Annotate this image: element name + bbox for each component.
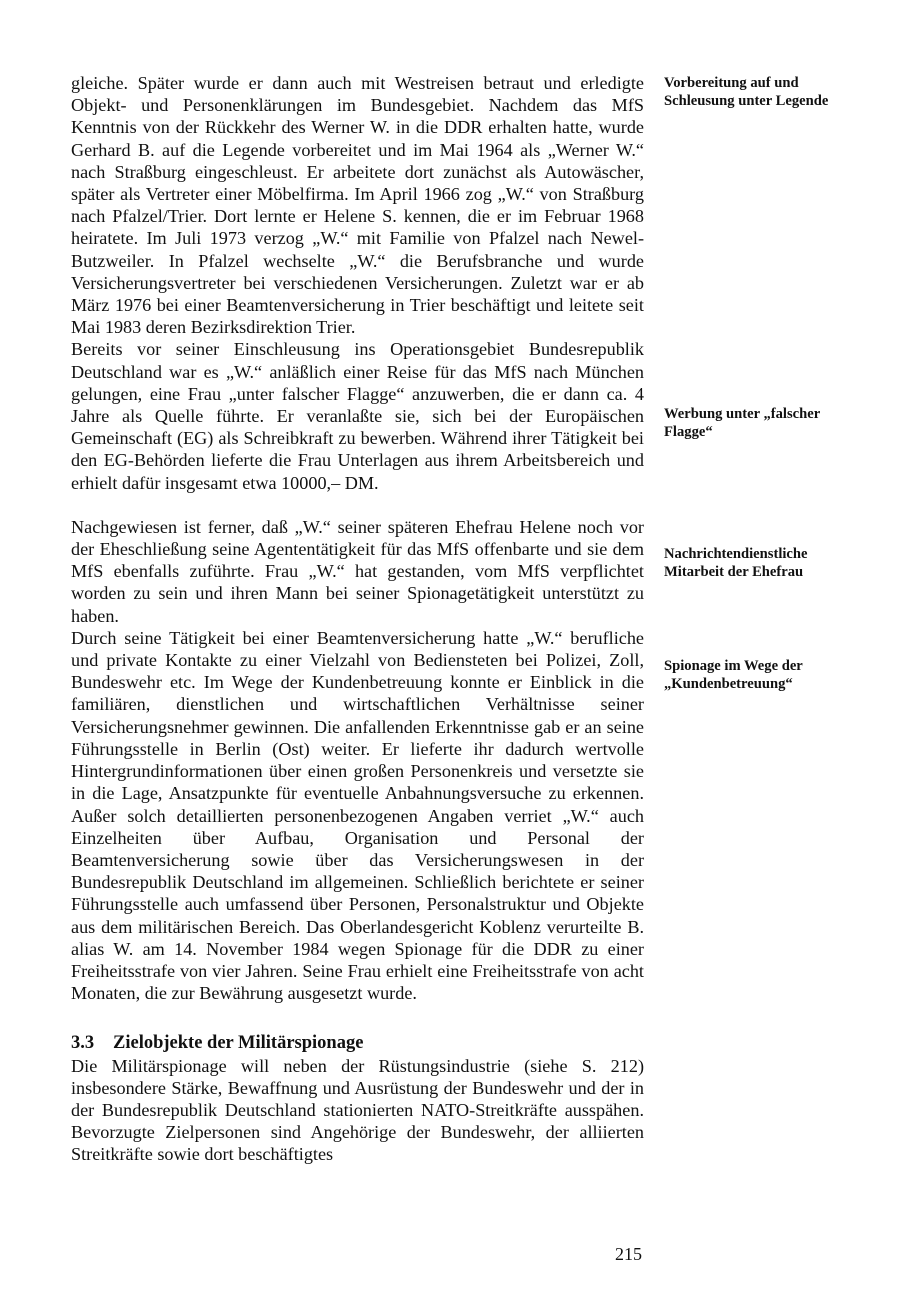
main-text-column xyxy=(71,72,644,1166)
paragraph-military-espionage: Die Militärspionage will neben der Rüstungsindustrie (siehe S. 212) insbesondere Stärke, Bewaffnung und Ausrüstung der Bundeswehr und der in der Bundesrepublik Deutschland stationierten NATO-Streitkräfte ausspähen. Bevorzugte Zielpersonen sind Angehörige der Bundeswehr, der alliierten Streitkräfte sowie dort beschäftigtes xyxy=(71,1055,644,1165)
paragraph-customer-service: Durch seine Tätigkeit bei einer Beamtenversicherung hatte „W.“ berufliche und private Kontakte zu einer Vielzahl von Bediensteten bei Polizei, Zoll, Bundeswehr etc. Im Wege der Kundenbetreuung konnte er Einblick in die familiären, dienstlichen und wirtschaftlichen Verhältnisse seiner Versicherungsnehmer gewinnen. Die anfallenden Erkenntnisse gab er an seine Führungsstelle in Berlin (Ost) weiter. Er lieferte ihr dadurch wertvolle Hintergrundinformationen über einen großen Personenkreis und versetzte sie in die Lage, Ansatzpunkte für eventuelle Anbahnungsversuche zu erkennen. Außer solch detaillierten personenbezogenen Angaben verriet „W.“ auch Einzelheiten über Aufbau, Organisation und Personal der Beamtenversicherung sowie über das Versicherungswesen in der Bundesrepublik Deutschland im allgemeinen. Schließlich berichtete er seiner Führungsstelle auch umfassend über Personen, Personalstruktur und Objekte aus dem militärischen Bereich. Das Oberlandesgericht Koblenz verurteilte B. alias W. am 14. November 1984 wegen Spionage für die DDR zu einer Freiheitsstrafe von vier Jahren. Seine Frau erhielt eine Freiheitsstrafe von acht Monaten, die zur Bewährung ausgesetzt wurde. xyxy=(71,627,644,1004)
margin-note-customer-service: Spionage im Wege der „Kundenbetreuung“ xyxy=(664,658,803,692)
page-number: 215 xyxy=(615,1244,642,1264)
section-title: Zielobjekte der Militärspionage xyxy=(113,1033,364,1054)
section-heading xyxy=(71,1032,644,1054)
paragraph-wife: Nachgewiesen ist ferner, daß „W.“ seiner späteren Ehefrau Helene noch vor der Eheschließung seine Agententätigkeit für das MfS offenbarte und sie dem MfS ebenfalls zuführte. Frau „W.“ hat gestanden, vom MfS verpflichtet worden zu sein und ihren Mann bei seiner Spionagetätigkeit unterstützt zu haben. xyxy=(71,516,644,626)
section-number: 3.3 xyxy=(71,1033,95,1054)
margin-note-false-flag: Werbung unter „falscher Flagge“ xyxy=(664,406,820,440)
margin-note-legend: Vorbereitung auf und Schleusung unter Legende xyxy=(664,75,829,109)
section-gap xyxy=(71,1004,644,1032)
paragraph-gap xyxy=(71,494,644,516)
paragraph-legend: gleiche. Später wurde er dann auch mit Westreisen betraut und erledigte Objekt- und Personenklärungen im Bundesgebiet. Nachdem das MfS Kenntnis von der Rückkehr des Werner W. in die DDR erhalten hatte, wurde Gerhard B. auf die Legende vorbereitet und im Mai 1964 als „Werner W.“ nach Straßburg eingeschleust. Er arbeitete dort zunächst als Autowäscher, später als Vertreter einer Möbelfirma. Im April 1966 zog „W.“ von Straßburg nach Pfalzel/Trier. Dort lernte er Helene S. kennen, die er im Februar 1968 heiratete. Im Juli 1973 verzog „W.“ mit Familie von Pfalzel nach Newel-Butzweiler. In Pfalzel wechselte „W.“ die Berufsbranche und wurde Versicherungsvertreter bei verschiedenen Versicherungen. Zuletzt war er ab März 1976 bei einer Beamtenversicherung in Trier beschäftigt und leitete seit Mai 1983 deren Bezirksdirektion Trier. xyxy=(71,73,644,338)
margin-note-wife: Nachrichtendienstliche Mitarbeit der Ehefrau xyxy=(664,546,808,580)
paragraph-false-flag: Bereits vor seiner Einschleusung ins Operationsgebiet Bundesrepublik Deutschland war es „W.“ anläßlich einer Reise für das MfS nach München gelungen, eine Frau „unter falscher Flagge“ anzuwerben, die er dann ca. 4 Jahre als Quelle führte. Er veranlaßte sie, sich bei der Europäischen Gemeinschaft (EG) als Schreibkraft zu bewerben. Während ihrer Tätigkeit bei den EG-Behörden lieferte die Frau Unterlagen aus ihrem Arbeitsbereich und erhielt dafür insgesamt etwa 10000,– DM. xyxy=(71,339,644,493)
